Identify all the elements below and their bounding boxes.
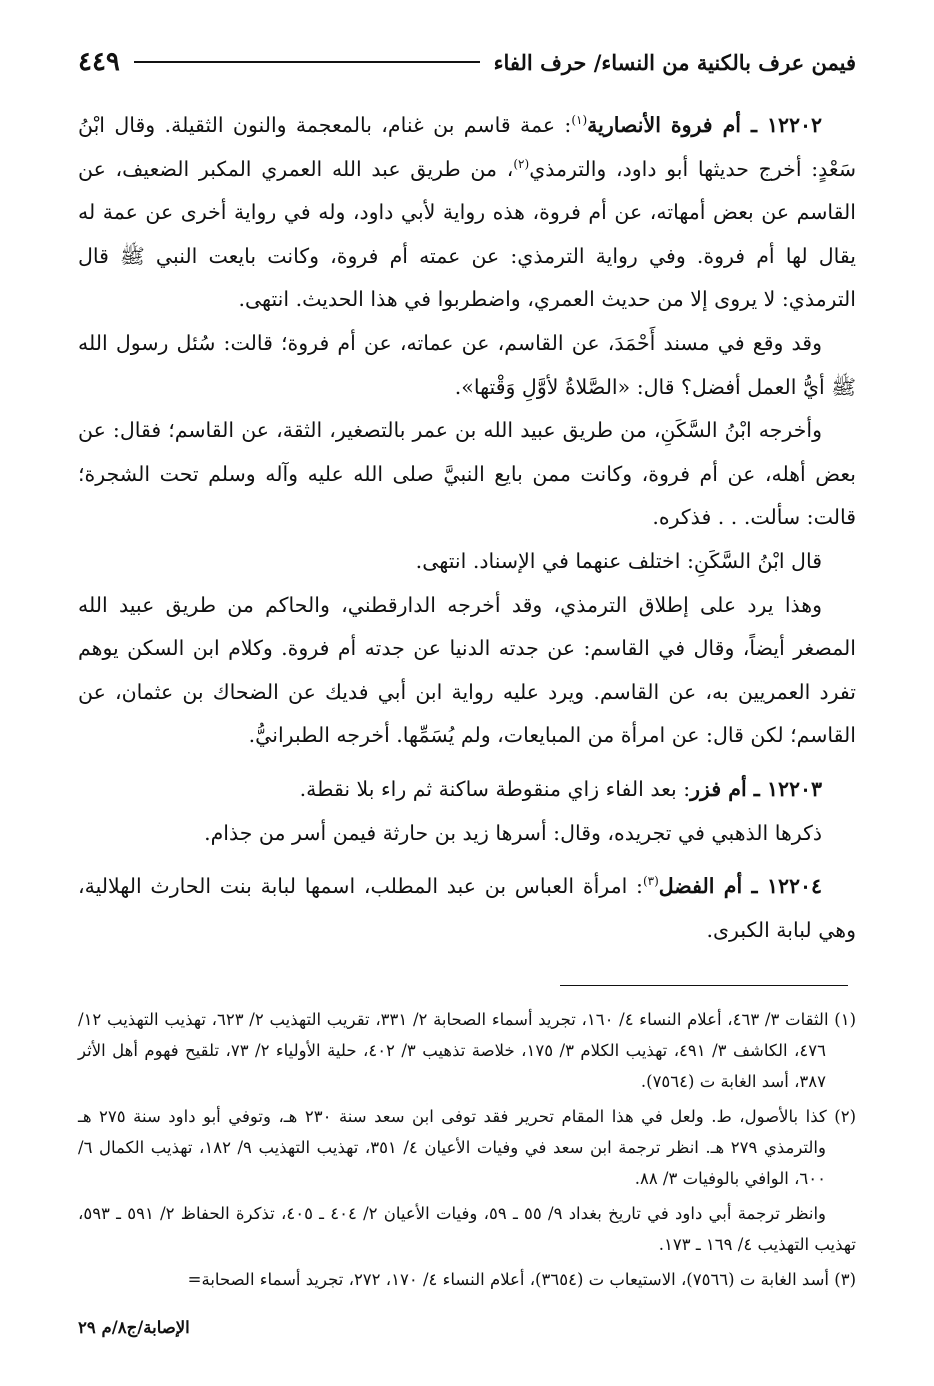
entry-paragraph: وأخرجه ابْنُ السَّكَنِ، من طريق عبيد الله بن عمر بالتصغير، الثقة، عن القاسم؛ فقال: عن بعض أهله، عن أم فروة، وكانت ممن بايع النبيَّ صلى الله عليه وآله وسلم تحت الشجرة؛ قالت: سألت. . . فذكره. [78, 418, 856, 530]
entry-paragraph [78, 768, 856, 812]
footnotes [78, 1004, 856, 1299]
entry-text: : بعد الفاء زاي منقوطة ساكنة ثم راء بلا نقطة. [299, 776, 691, 801]
footnote-number: (٣) [834, 1270, 856, 1289]
entry-paragraph [78, 865, 856, 952]
footnote-text: الثقات ٣/ ٤٦٣، أعلام النساء ٤/ ١٦٠، تجريد أسماء الصحابة ٢/ ٣٣١، تقريب التهذيب ٢/ ٦٢٣، تهذيب التهذيب ١٢/ ٤٧٦، الكاشف ٣/ ٤٩١، تهذيب الكلام ٣/ ١٧٥، خلاصة تذهيب ٣/ ٤٠٢، حلية الأولياء ٢/ ٧٣، تلقيح فهوم أهل الأثر ٣٨٧، أسد الغابة ت (٧٥٦٤). [78, 1010, 829, 1091]
footnote-text: أسد الغابة ت (٧٥٦٦)، الاستيعاب ت (٣٦٥٤)، أعلام النساء ٤/ ١٧٠، ٢٧٢، تجريد أسماء الصحابة= [187, 1270, 829, 1289]
footnote-3 [78, 1264, 856, 1295]
entry-12203 [78, 768, 856, 855]
header-rule [134, 61, 480, 63]
entry-12202 [78, 104, 856, 758]
entry-paragraph: وهذا يرد على إطلاق الترمذي، وقد أخرجه الدارقطني، والحاكم من طريق عبيد الله المصغر أيضاً، وقال في القاسم: عن جدته الدنيا عن جدته أم فروة. وكلام ابن السكن يوهم تفرد العمريين به، عن القاسم. ويرد عليه رواية ابن أبي فديك عن الضحاك بن عثمان، عن القاسم؛ لكن قال: عن امرأة من المبايعات، ولم يُسَمِّها. أخرجه الطبرانيُّ. [78, 592, 856, 748]
entry-paragraph: ذكرها الذهبي في تجريده، وقال: أسرها زيد بن حارثة فيمن أسر من جذام. [204, 820, 822, 845]
footnote-marker: (٣) [642, 874, 659, 889]
entry-heading: ١٢٢٠٤ ـ أم الفضل [658, 874, 822, 899]
entry-12204 [78, 865, 856, 952]
footnote-text: كذا بالأصول، ط. ولعل في هذا المقام تحرير فقد توفى ابن سعد سنة ٢٣٠ هـ، وتوفي أبو داود سنة ٢٧٥ هـ والترمذي ٢٧٩ هـ. انظر ترجمة ابن سعد في وفيات الأعيان ٤/ ٣٥١، تهذيب التهذيب ٩/ ١٨٢، تهذيب الكمال ٦/ ٦٠٠، الوافي بالوفيات ٣/ ٨٨. [78, 1107, 827, 1188]
footnote-marker: (٢) [513, 156, 530, 171]
entry-paragraph [78, 104, 856, 322]
page-number: ٤٤٩ [78, 47, 120, 77]
printer-signature [78, 1318, 856, 1337]
running-header [78, 40, 856, 84]
footnote-number: (١) [834, 1010, 856, 1029]
entry-heading: ١٢٢٠٣ ـ أم فزر [690, 776, 822, 801]
footnote-2 [78, 1101, 856, 1194]
footnote-number: (٢) [834, 1107, 857, 1126]
footnote-marker: (١) [571, 113, 588, 128]
entry-paragraph: وقد وقع في مسند أَحْمَدَ، عن القاسم، عن عماته، عن أم فروة؛ قالت: سُئل رسول الله ﷺ أيُّ العمل أفضل؟ قال: «الصَّلاةُ لأوَّلِ وَقْتها». [78, 330, 856, 399]
footnote-1 [78, 1004, 856, 1097]
signature-text: الإصابة/ج٨/م ٢٩ [78, 1318, 190, 1337]
footnote-2-continuation: وانظر ترجمة أبي داود في تاريخ بغداد ٩/ ٥٥ ـ ٥٩، وفيات الأعيان ٢/ ٤٠٤ ـ ٤٠٥، تذكرة الحفاظ ٢/ ٥٩١ ـ ٥٩٣، تهذيب التهذيب ٤/ ١٦٩ ـ ١٧٣. [78, 1204, 856, 1254]
entry-text: : امرأة العباس بن عبد المطلب، اسمها لبابة بنت الحارث الهلالية، وهي لبابة الكبرى. [78, 874, 856, 942]
footnote-separator [560, 985, 848, 986]
entry-paragraph: قال ابْنُ السَّكَنِ: اختلف عنهما في الإسناد. انتهى. [415, 548, 822, 573]
main-text [78, 104, 856, 962]
entry-heading: ١٢٢٠٢ ـ أم فروة الأنصارية [587, 113, 822, 137]
entry-text: : عمة قاسم بن غنام، بالمعجمة والنون الثقيلة. وقال ابْنُ سَعْدٍ: أخرج حديثها أبو داود، والترمذي [78, 113, 857, 181]
entry-text: ، من طريق عبد الله العمري المكبر الضعيف، عن القاسم عن بعض أمهاته، عن أم فروة، هذه رواية لأبي داود، وله في رواية أخرى عن عمة له يقال لها أم فروة. وفي رواية الترمذي: عن عمته أم فروة، وكانت بايعت النبي ﷺ قال الترمذي: لا يروى إلا من حديث العمري، واضطربوا في هذا الحديث. انتهى. [78, 156, 856, 312]
header-title: فيمن عرف بالكنية من النساء/ حرف الفاء [493, 49, 856, 75]
